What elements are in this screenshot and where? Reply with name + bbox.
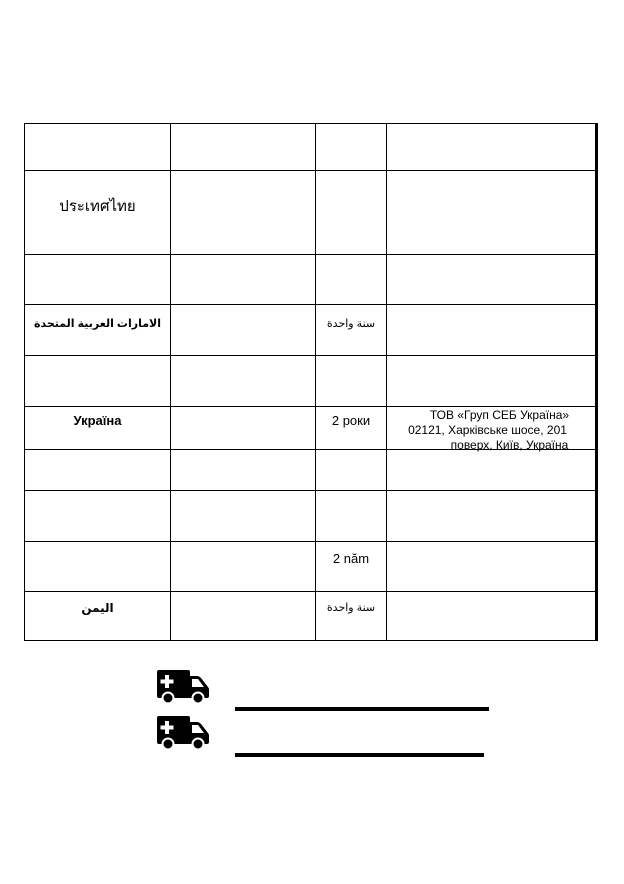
table-row bbox=[25, 592, 596, 640]
address-cell bbox=[387, 407, 596, 452]
country-cell bbox=[25, 491, 171, 541]
table-row bbox=[25, 171, 596, 255]
address-cell bbox=[387, 542, 596, 591]
empty-cell bbox=[171, 407, 316, 449]
empty-cell bbox=[171, 450, 316, 490]
country-cell: الامارات العربية المتحدة bbox=[25, 305, 171, 355]
table-row bbox=[25, 450, 596, 491]
table-row bbox=[25, 356, 596, 407]
warranty-cell: سنة واحدة bbox=[316, 305, 387, 355]
country-cell bbox=[25, 255, 171, 304]
address-line: 02121, Харківське шосе, 201 bbox=[408, 423, 567, 437]
country-cell: ประเทศไทย bbox=[25, 171, 171, 254]
country-cell bbox=[25, 356, 171, 406]
address-line: поверх, Київ, Україна bbox=[450, 438, 569, 452]
warranty-cell bbox=[316, 356, 387, 406]
table-row bbox=[25, 255, 596, 305]
table-row bbox=[25, 542, 596, 592]
empty-cell bbox=[171, 255, 316, 304]
divider-line bbox=[235, 707, 489, 711]
warranty-cell bbox=[316, 124, 387, 170]
warranty-cell bbox=[316, 171, 387, 254]
warranty-cell: 2 роки bbox=[316, 407, 387, 449]
country-cell bbox=[25, 450, 171, 490]
empty-cell bbox=[171, 171, 316, 254]
warranty-cell: 2 năm bbox=[316, 542, 387, 591]
table-row bbox=[25, 491, 596, 542]
address-cell bbox=[387, 305, 596, 355]
divider-line bbox=[235, 753, 484, 757]
empty-cell bbox=[171, 592, 316, 640]
warranty-cell: سنة واحدة bbox=[316, 592, 387, 640]
empty-cell bbox=[171, 124, 316, 170]
address-cell bbox=[387, 491, 596, 541]
address-cell bbox=[387, 124, 596, 170]
warranty-cell bbox=[316, 491, 387, 541]
empty-cell bbox=[171, 305, 316, 355]
empty-cell bbox=[171, 491, 316, 541]
ambulance-icon bbox=[155, 714, 210, 750]
address-cell bbox=[387, 450, 596, 490]
country-cell bbox=[25, 542, 171, 591]
warranty-table bbox=[24, 123, 598, 641]
ambulance-icon bbox=[155, 668, 210, 704]
address-cell bbox=[387, 592, 596, 640]
empty-cell bbox=[171, 356, 316, 406]
address-cell bbox=[387, 356, 596, 406]
warranty-cell bbox=[316, 255, 387, 304]
table-row bbox=[25, 407, 596, 450]
country-cell bbox=[25, 124, 171, 170]
address-cell bbox=[387, 255, 596, 304]
country-cell: اليمن bbox=[25, 592, 171, 640]
country-cell: Україна bbox=[25, 407, 171, 449]
table-row bbox=[25, 124, 596, 171]
empty-cell bbox=[171, 542, 316, 591]
table-row bbox=[25, 305, 596, 356]
warranty-cell bbox=[316, 450, 387, 490]
address-cell bbox=[387, 171, 596, 254]
address-line: ТОВ «Груп СЕБ Україна» bbox=[429, 408, 570, 422]
